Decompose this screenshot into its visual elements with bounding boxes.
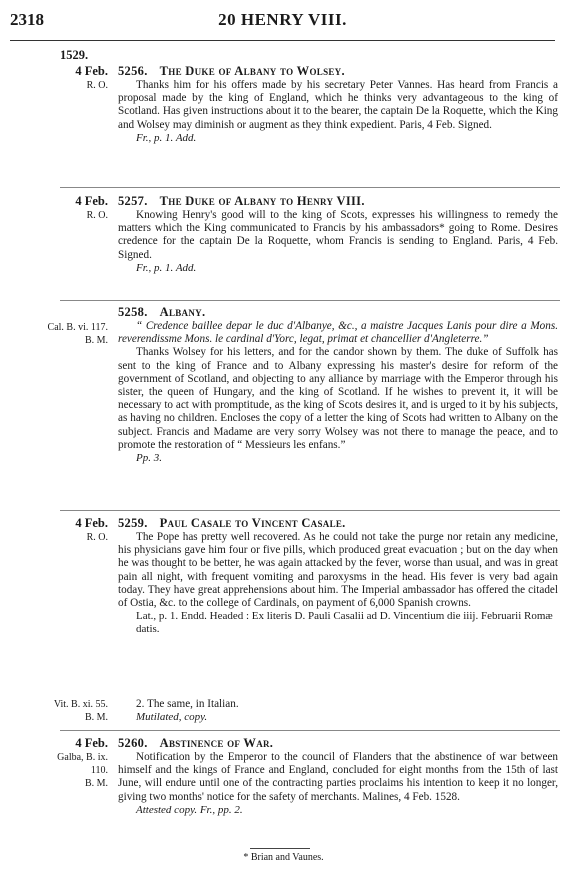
entry-margin: [0, 64, 108, 92]
entry-body: [118, 736, 558, 817]
entry-heading: [118, 516, 558, 531]
header-rule: [10, 40, 555, 41]
entry-number: 5258.: [118, 305, 148, 319]
entry-source-repo: B. M.: [84, 335, 108, 346]
entry-body: [118, 698, 558, 724]
entry-margin: [0, 194, 108, 222]
entry-sub-note: Mutilated, copy.: [136, 711, 208, 724]
entry-body: [118, 516, 558, 636]
running-head: 20 HENRY VIII.: [218, 10, 347, 29]
entry-source-repo: B. M.: [84, 712, 108, 723]
entry-note: Fr., p. 1. Add.: [136, 261, 197, 274]
page-header: [10, 10, 555, 36]
entry-note: Fr., p. 1. Add.: [136, 131, 197, 144]
entry-note: Attested copy. Fr., pp. 2.: [136, 803, 243, 816]
entry-body: [118, 305, 558, 465]
entry-note: Lat., p. 1. Endd. Headed : Ex literis D. Pauli Casalii ad D. Vincentium die iiij. Februarii Romæ datis.: [136, 610, 553, 636]
entry-title: The Duke of Albany to Henry VIII.: [159, 194, 365, 208]
entry-title: The Duke of Albany to Wolsey.: [159, 64, 345, 78]
entry-divider: [60, 300, 560, 301]
entry-body: [118, 194, 558, 275]
entry-margin: [0, 321, 108, 347]
entry-number: 5260.: [118, 736, 148, 750]
entry-sub-text: 2. The same, in Italian.: [136, 698, 239, 710]
footnote: * Brian and Vaunes.: [243, 852, 324, 863]
entry-source-folio: 110.: [90, 765, 108, 776]
entry-date: 4 Feb.: [75, 516, 108, 530]
entry-title: Abstinence of War.: [159, 736, 274, 750]
entry-number: 5257.: [118, 194, 148, 208]
entry-heading: [118, 305, 558, 320]
entry-divider: [60, 730, 560, 731]
entry-number: 5256.: [118, 64, 148, 78]
entry-source: R. O.: [86, 532, 108, 543]
entry-note: Pp. 3.: [136, 452, 162, 465]
entry-date: 4 Feb.: [75, 64, 108, 78]
entry-source-ref: Galba, B. ix.: [57, 752, 108, 763]
entry-heading: [118, 64, 558, 79]
entry-source: R. O.: [86, 80, 108, 91]
entry-heading: [118, 194, 558, 209]
entry-text: The Pope has pretty well recovered. As he could not take the purge nor retain any medicine, his physicians gave him four or five pills, which produced great evacuation ; but on the day when he was thought to be better, he was again attacked by the fever, worse than usual, and was in great pain all night, with frequent vomiting and paroxysms in the head. His fever is very bad again today. They have great apprehensions about him. The Imperial ambassador has offered the citadel of Ostia, &c. to the college of Cardinals, on payment of 6,000 Spanish crowns.: [118, 531, 558, 610]
entry-title: Albany.: [159, 305, 206, 319]
entry-divider: [60, 187, 560, 188]
entry-text: Thanks Wolsey for his letters, and for the candor shown by them. The duke of Suffolk has sent to the king of France and to Albany expressing his master's desire for reform of the government of Scotland, and objecting to any alliance by marriage with the Emperor through his sister, the queen of Hungary, and the king of Scotland. If he wishes to prevent it, it will be necessary to act with promptitude, as the king of Scots desires it, and is urged to it by his subjects, as having no children. Encloses the copy of a letter the king of Scots had written to Albany on the subject. Francis and Madame are very sorry Wolsey was not there to manage the peace, and to promote the restoration of “ Messieurs les enfans.”: [118, 346, 558, 451]
entry-body: [118, 64, 558, 145]
entry-source-ref: Cal. B. vi. 117.: [47, 322, 108, 333]
page-number: 2318: [10, 10, 44, 29]
entry-source: R. O.: [86, 210, 108, 221]
entry-text: Notification by the Emperor to the council of Flanders that the abstinence of war between himself and the kings of France and England, concluded for eight months from the 15th of last June, will endure until one of the contracting parties proclaims his intention to keep it no longer, giving two months' notice for the safety of merchants. Malines, 4 Feb. 1528.: [118, 751, 558, 803]
footnote-rule: [250, 848, 310, 849]
entry-margin: [0, 698, 108, 724]
entry-date: 4 Feb.: [75, 194, 108, 208]
entry-margin: [0, 516, 108, 544]
entry-divider: [60, 510, 560, 511]
entry-margin: [0, 736, 108, 790]
entry-number: 5259.: [118, 516, 148, 530]
entry-text: Knowing Henry's good will to the king of Scots, expresses his willingness to remedy the matters which the King communicated to Francis by his ambassadors* going to Rome. Desires credence for the captain De la Roquette, whom Francis is sending to England. Paris, 4 Feb. Signed.: [118, 209, 558, 261]
entry-date: 4 Feb.: [75, 736, 108, 750]
entry-source-repo: B. M.: [84, 778, 108, 789]
entry-text: Thanks him for his offers made by his secretary Peter Vannes. Has heard from Francis a proposal made by the king of England, which he thinks very advantageous to the king of Scotland. Has given instructions about it to the bearer, the captain De la Roquette, which the King and Wolsey may diminish or augment as they think expedient. Paris, 4 Feb. Signed.: [118, 79, 558, 131]
entry-quote: “ Credence baillee depar le duc d'Albanye, &c., a maistre Jacques Lanis pour dire a Mons. reverendissme Mons. le cardinal d'Yorc, legat, primat et chancellier d'Angleterre.”: [118, 320, 558, 346]
year-heading: 1529.: [60, 48, 89, 62]
entry-heading: [118, 736, 558, 751]
entry-title: Paul Casale to Vincent Casale.: [159, 516, 346, 530]
entry-source-ref: Vit. B. xi. 55.: [53, 699, 108, 710]
